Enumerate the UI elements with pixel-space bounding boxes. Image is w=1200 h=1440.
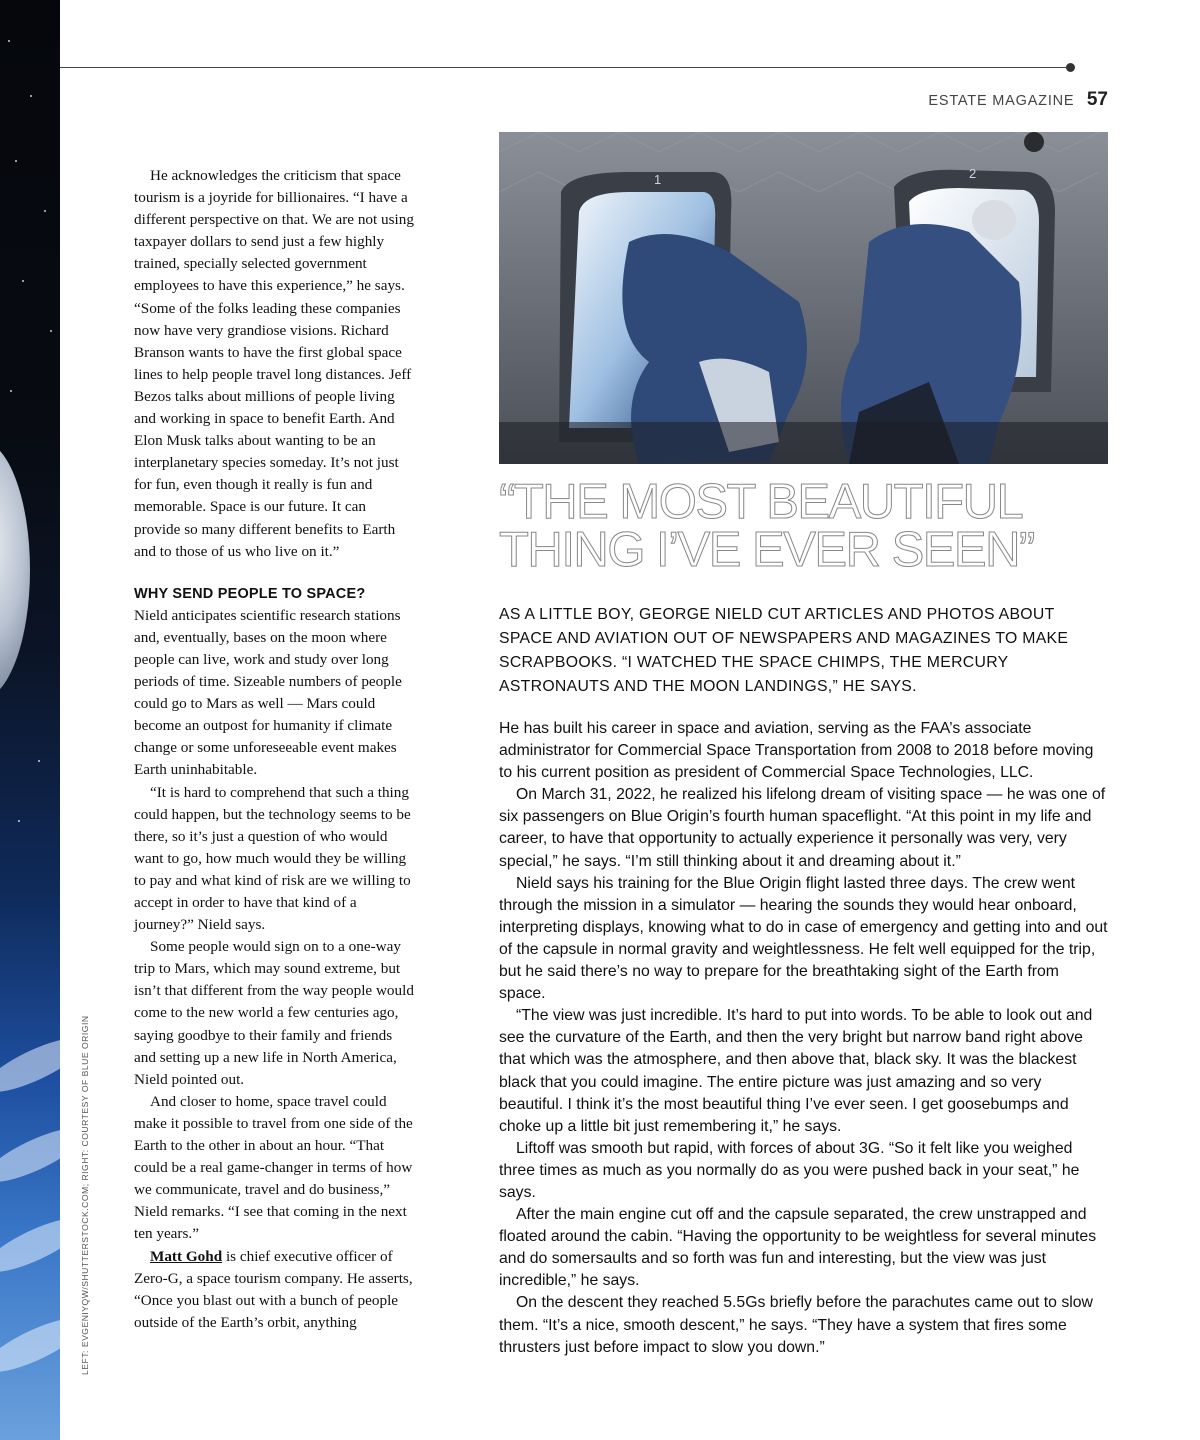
right-paragraph: On March 31, 2022, he realized his lifelong dream of visiting space — he was one of six passengers on Blue Origin’s fourth human spaceflight. “At this point in my life and career, to have that opportunity to actually experience it personally was very, very special,” he says. “I’m still thinking about it and dreaming about it.” xyxy=(499,786,1106,870)
left-paragraph: And closer to home, space travel could make it possible to travel from one side of the Earth to the other in about an hour. “That could be a real game-changer in terms of how we communicate, travel and do business,” Nield remarks. “I see that coming in the next ten years.” xyxy=(134,1092,413,1243)
right-column xyxy=(499,718,1108,1359)
window-label-2: 2 xyxy=(969,166,977,181)
header-rule xyxy=(60,67,1070,68)
capsule-photo-graphic xyxy=(499,132,1108,464)
left-column xyxy=(134,165,416,1334)
photo-credit: LEFT: EVGENIYQW/SHUTTERSTOCK.COM; RIGHT: COURTESY OF BLUE ORIGIN xyxy=(80,1015,90,1375)
left-paragraph: “It is hard to comprehend that such a thing could happen, but the technology seems to be there, so it’s just a question of who would want to go, how much would they be willing to pay and what kind of risk are we willing to accept in order to have that kind of a journey?” Nield says. xyxy=(134,783,411,934)
left-paragraph xyxy=(134,1246,416,1334)
article-headline: “THE MOST BEAUTIFUL THING I’VE EVER SEEN” xyxy=(499,475,1034,577)
magazine-name: ESTATE MAGAZINE xyxy=(928,93,1075,109)
planet-curve xyxy=(0,440,30,700)
subheading: WHY SEND PEOPLE TO SPACE? xyxy=(134,585,366,602)
right-paragraph: Liftoff was smooth but rapid, with forces of about 3G. “So it felt like you weighed three times as much as you normally do as you were pushed back in your seat,” he says. xyxy=(499,1139,1080,1201)
left-paragraph: Some people would sign on to a one-way trip to Mars, which may sound extreme, but isn’t that different from the way people would come to the new world a few centuries ago, saying goodbye to their family and friends and setting up a new life in North America, Nield pointed out. xyxy=(134,938,414,1088)
page-number: 57 xyxy=(1086,89,1108,110)
space-photo-strip xyxy=(0,0,60,1440)
left-paragraph: He acknowledges the criticism that space tourism is a joyride for billionaires. “I have a different perspective on that. We are not using taxpayer dollars to send just a few highly trained, specially selected government employees to have this experience,” he says. “Some of the folks leading these companies now have very grandiose visions. Richard Branson wants to have the first global space lines to help people travel long distances. Jeff Bezos talks about millions of people living and working in space to benefit Earth. And Elon Musk talks about wanting to be an interplanetary species someday. It’s not just for fun, even though it really is fun and memorable. Space is our future. It can provide so many different benefits to Earth and to those of us who live on it.” xyxy=(134,167,414,560)
window-label-1: 1 xyxy=(654,172,662,187)
article-lede: AS A LITTLE BOY, GEORGE NIELD CUT ARTICLES AND PHOTOS ABOUT SPACE AND AVIATION OUT OF NEWSPAPERS AND MAGAZINES TO MAKE SCRAPBOOKS. “I WATCHED THE SPACE CHIMPS, THE MERCURY ASTRONAUTS AND THE MOON LANDINGS,” HE SAYS. xyxy=(499,606,1069,695)
header-rule-dot xyxy=(1066,63,1075,72)
right-paragraph: On the descent they reached 5.5Gs briefly before the parachutes came out to slow them. “It’s a nice, smooth descent,” he says. “They have a system that fires some thrusters just before impact to slow you down.” xyxy=(499,1294,1093,1356)
capsule-photo xyxy=(499,132,1108,464)
right-paragraph: Nield says his training for the Blue Origin flight lasted three days. The crew went through the mission in a simulator — hearing the sounds they would hear onboard, interpreting displays, knowing what to do in case of emergency and getting into and out of the capsule in normal gravity and weightlessness. He felt well equipped for the trip, but he said there’s no way to prepare for the breathtaking sight of the Earth from space. xyxy=(499,874,1108,1003)
left-paragraph-text: is chief executive officer of Zero-G, a space tourism company. He asserts, “Once you blast out with a bunch of people outside of the Earth’s orbit, anything xyxy=(134,1247,413,1331)
right-paragraph: “The view was just incredible. It’s hard to put into words. To be able to look out and see the curvature of the Earth, and then the very bright but narrow band right above that which was the atmosphere, and then above that, black sky. It was the blackest black that you could imagine. The entire picture was just amazing and so very beautiful. I think it’s the most beautiful thing I’ve ever seen. I get goosebumps and choke up a little bit just remembering it,” he says. xyxy=(499,1007,1093,1135)
author-name: Matt Gohd xyxy=(150,1247,223,1265)
right-paragraph: He has built his career in space and aviation, serving as the FAA’s associate administrator for Commercial Space Transportation from 2008 to 2018 before moving to his current position as president of Commercial Space Technologies, LLC. xyxy=(499,720,1094,782)
page-folio xyxy=(928,89,1108,111)
left-paragraph: Nield anticipates scientific research stations and, eventually, bases on the moon where people can live, work and study over long periods of time. Sizeable numbers of people could go to Mars as well — Mars could become an outpost for humanity if climate change or some unforeseeable event makes Earth uninhabitable. xyxy=(134,606,402,779)
right-paragraph: After the main engine cut off and the capsule separated, the crew unstrapped and floated around the cabin. “Having the opportunity to be weightless for several minutes and do somersaults and so forth was fun and interesting, but the view was just incredible,” he says. xyxy=(499,1206,1097,1290)
